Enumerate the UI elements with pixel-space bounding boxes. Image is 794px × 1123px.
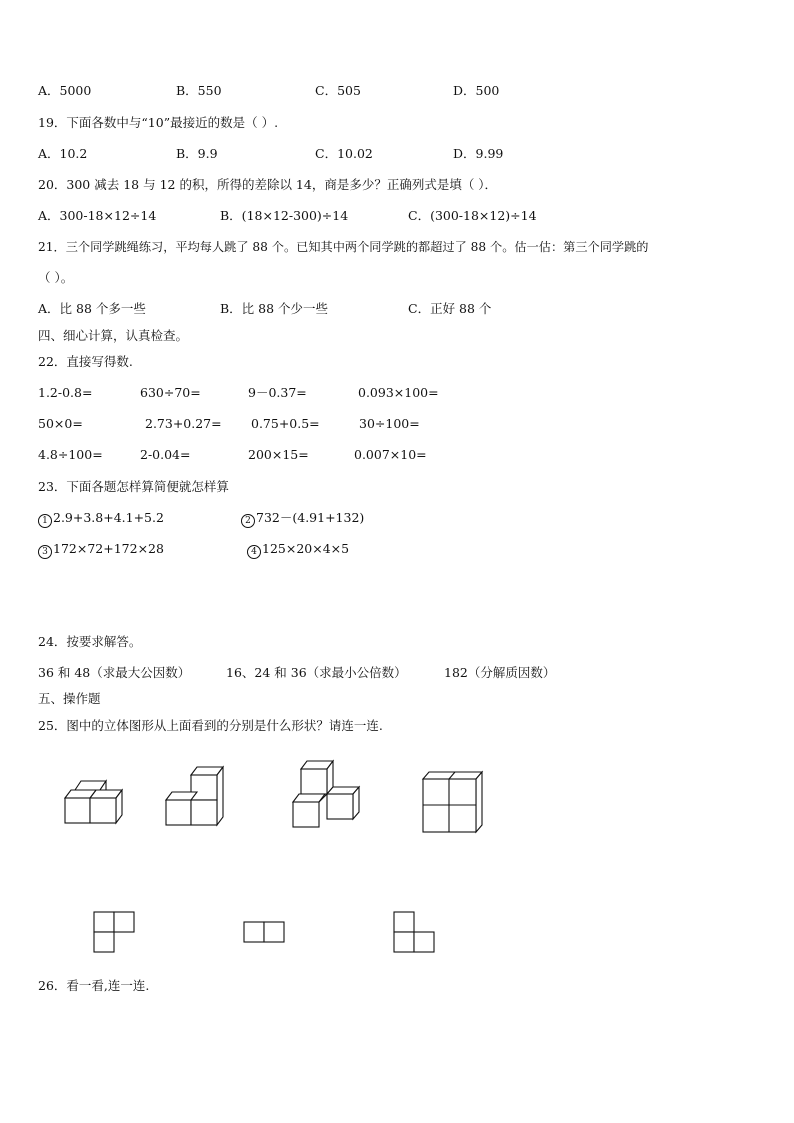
q18-option-a: A．5000	[38, 83, 92, 98]
q22-problem: 0.093×100=	[358, 385, 439, 400]
q19-option-a: A．10.2	[38, 146, 88, 161]
top-view-shape-2	[243, 921, 287, 945]
q23-item-1	[38, 510, 164, 528]
q22-problem: 2.73+0.27=	[145, 416, 222, 431]
q23-expression-2: 732－(4.91+132)	[256, 510, 365, 525]
q24-item: 182（分解质因数）	[444, 665, 556, 680]
solid-figure-1	[60, 778, 130, 826]
q22-stem: 22．直接写得数.	[38, 354, 133, 369]
q23-item-3	[38, 541, 164, 559]
q21-stem: 21．三个同学跳绳练习，平均每人跳了 88 个。已知其中两个同学跳的都超过了 88 个。估一估：第三个同学跳的	[38, 240, 649, 254]
circled-number-4: 4	[247, 545, 261, 559]
q23-item-2	[241, 510, 364, 528]
circled-number-2: 2	[241, 514, 255, 528]
q23-stem: 23．下面各题怎样算简便就怎样算	[38, 479, 229, 494]
q22-problem: 4.8÷100=	[38, 447, 103, 462]
section-4-heading: 四、细心计算，认真检查。	[38, 328, 189, 343]
circled-number-1: 1	[38, 514, 52, 528]
q19-option-b: B．9.9	[176, 146, 218, 161]
q18-option-c: C．505	[315, 83, 361, 98]
q22-problem: 1.2-0.8=	[38, 385, 93, 400]
q25-stem: 25．图中的立体图形从上面看到的分别是什么形状？请连一连.	[38, 718, 383, 733]
q18-option-b: B．550	[176, 83, 222, 98]
solid-figure-2	[160, 762, 230, 828]
q19-option-d: D．9.99	[453, 146, 504, 161]
q24-item: 36 和 48（求最大公因数）	[38, 665, 191, 680]
circled-number-3: 3	[38, 545, 52, 559]
q23-item-4	[247, 541, 349, 559]
solid-figure-3	[288, 757, 364, 831]
q21-stem-continued: （ ）。	[38, 270, 74, 285]
q22-problem: 9－0.37=	[248, 385, 307, 400]
q22-problem: 2-0.04=	[140, 447, 191, 462]
q23-expression-1: 2.9+3.8+4.1+5.2	[53, 510, 164, 525]
q21-option-b: B．比 88 个少一些	[220, 301, 329, 316]
q20-option-c: C．(300-18×12)÷14	[408, 208, 537, 223]
q19-option-c: C．10.02	[315, 146, 373, 161]
q21-option-c: C．正好 88 个	[408, 301, 492, 316]
q22-problem: 200×15=	[248, 447, 309, 462]
top-view-shape-3	[393, 911, 437, 955]
q22-problem: 630÷70=	[140, 385, 201, 400]
q23-expression-3: 172×72+172×28	[53, 541, 164, 556]
q21-option-a: A．比 88 个多一些	[38, 301, 146, 316]
q20-stem: 20．300 减去 18 与 12 的积，所得的差除以 14，商是多少？正确列式是填（ ）．	[38, 177, 498, 192]
q23-expression-4: 125×20×4×5	[262, 541, 350, 556]
q24-item: 16、24 和 36（求最小公倍数）	[226, 665, 407, 680]
top-view-shape-1	[93, 911, 137, 955]
q22-problem: 0.007×10=	[354, 447, 427, 462]
q26-stem: 26．看一看,连一连.	[38, 978, 150, 993]
q18-option-d: D．500	[453, 83, 500, 98]
q22-problem: 0.75+0.5=	[251, 416, 320, 431]
q20-option-a: A．300-18×12÷14	[38, 208, 157, 223]
solid-figure-4	[418, 768, 486, 836]
section-5-heading: 五、操作题	[38, 691, 101, 706]
q22-problem: 30÷100=	[359, 416, 420, 431]
q19-stem: 19．下面各数中与“10”最接近的数是（ ）.	[38, 115, 279, 130]
q20-option-b: B．(18×12-300)÷14	[220, 208, 349, 223]
q22-problem: 50×0=	[38, 416, 83, 431]
q24-stem: 24．按要求解答。	[38, 634, 142, 649]
